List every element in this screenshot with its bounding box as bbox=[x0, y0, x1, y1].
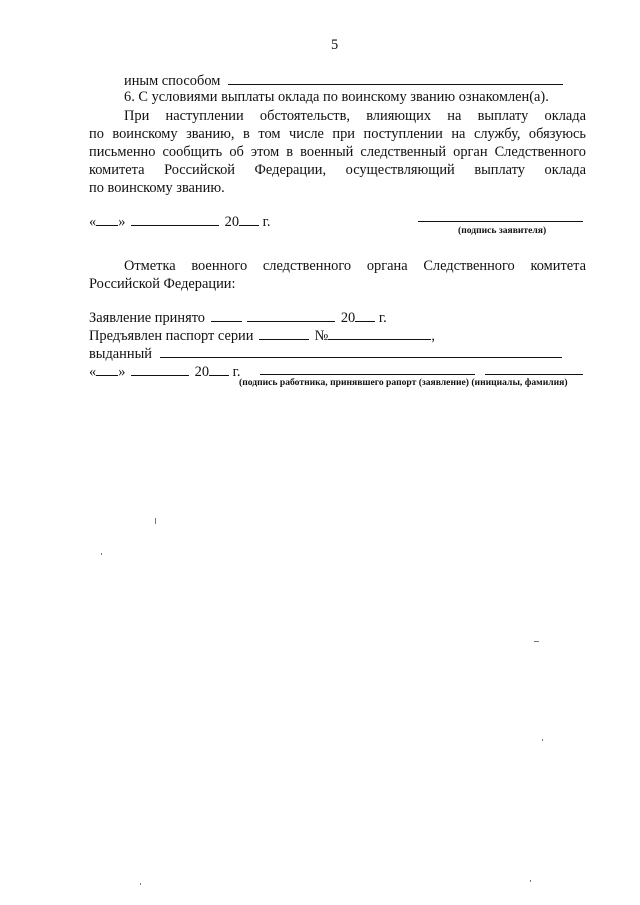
year-suffix: г. bbox=[262, 214, 271, 230]
issued-blank bbox=[160, 343, 562, 358]
issued-row bbox=[89, 343, 562, 363]
passport-series-blank bbox=[259, 325, 309, 340]
month-blank bbox=[131, 211, 219, 226]
applicant-signature-line bbox=[418, 221, 583, 222]
page-number: 5 bbox=[331, 37, 339, 53]
mark-line-1: Отметка военного следственного органа Следственного комитета bbox=[124, 258, 586, 274]
scan-speck bbox=[534, 641, 539, 642]
date2-open-quote: « bbox=[89, 364, 97, 380]
scan-speck bbox=[530, 880, 531, 882]
year-blank bbox=[239, 211, 259, 226]
obligation-line-3: письменно сообщить об этом в военный следственный орган Следственного bbox=[89, 144, 586, 160]
passport-comma: , bbox=[431, 328, 436, 344]
mark-line-2: Российской Федерации: bbox=[89, 276, 236, 292]
date2-close-quote: » bbox=[118, 364, 126, 380]
accepted-year-blank bbox=[355, 307, 375, 322]
obligation-line-1: При наступлении обстоятельств, влияющих на выплату оклада bbox=[124, 108, 586, 124]
worker-signature-line bbox=[260, 374, 475, 375]
obligation-line-5: по воинскому званию. bbox=[89, 180, 225, 196]
passport-label: Предъявлен паспорт серии bbox=[89, 328, 254, 344]
accepted-day-blank bbox=[211, 307, 242, 322]
day-blank bbox=[96, 211, 118, 226]
worker-name-line bbox=[485, 374, 583, 375]
accepted-year-prefix: 20 bbox=[340, 310, 356, 326]
worker-signature-caption: (подпись работника, принявшего рапорт (заявление) (инициалы, фамилия) bbox=[239, 377, 568, 388]
scan-speck bbox=[140, 883, 141, 885]
accepted-label: Заявление принято bbox=[89, 310, 205, 326]
other-way-blank-line bbox=[228, 70, 563, 85]
scan-speck bbox=[101, 553, 102, 555]
applicant-signature-caption: (подпись заявителя) bbox=[458, 225, 547, 236]
date2-month-blank bbox=[131, 361, 189, 376]
issued-label: выданный bbox=[89, 346, 152, 362]
obligation-line-2: по воинскому званию, в том числе при поступлении на службу, обязуюсь bbox=[89, 126, 586, 142]
date2-year-suffix: г. bbox=[232, 364, 241, 380]
passport-number-sign: № bbox=[314, 328, 329, 344]
passport-row bbox=[89, 325, 435, 345]
other-way-label: иным способом bbox=[124, 73, 221, 89]
date2-year-prefix: 20 bbox=[194, 364, 210, 380]
scan-speck bbox=[155, 518, 156, 524]
scan-speck bbox=[542, 739, 543, 741]
date-close-quote: » bbox=[118, 214, 126, 230]
accepted-row bbox=[89, 307, 387, 327]
accepted-year-suffix: г. bbox=[378, 310, 387, 326]
year-prefix: 20 bbox=[224, 214, 240, 230]
accepted-month-blank bbox=[247, 307, 335, 322]
other-way-row bbox=[124, 70, 563, 90]
passport-number-blank bbox=[328, 325, 431, 340]
item-6-text: 6. С условиями выплаты оклада по воинскому званию ознакомлен(а). bbox=[124, 89, 549, 105]
obligation-line-4: комитета Российской Федерации, осуществляющий выплату оклада bbox=[89, 162, 586, 178]
date-open-quote: « bbox=[89, 214, 97, 230]
applicant-date-row bbox=[89, 211, 271, 231]
date2-year-blank bbox=[209, 361, 229, 376]
date2-day-blank bbox=[96, 361, 118, 376]
worker-date-row bbox=[89, 361, 241, 381]
